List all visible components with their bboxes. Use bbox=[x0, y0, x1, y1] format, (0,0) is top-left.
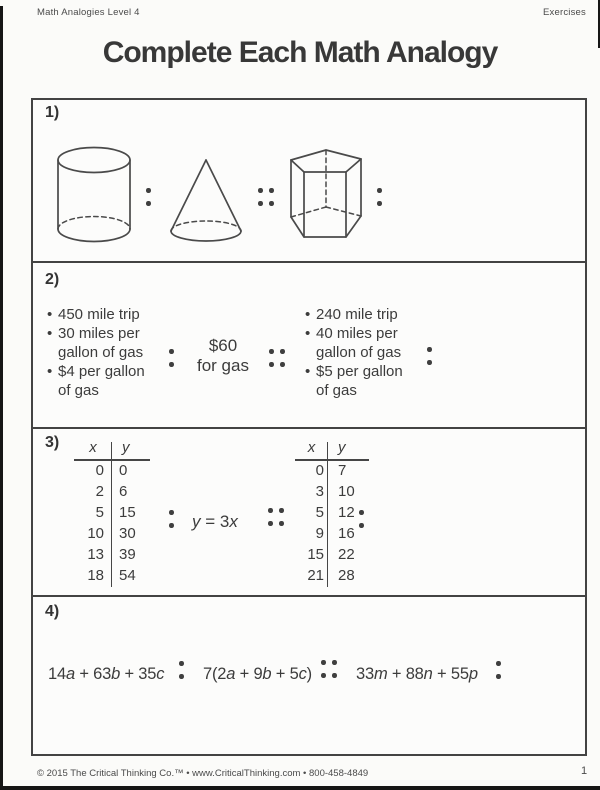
bullet-icon: • bbox=[305, 306, 311, 323]
colon-separator bbox=[427, 347, 432, 365]
colon-separator bbox=[169, 349, 174, 367]
list-item bbox=[47, 362, 149, 400]
answer-area-3 bbox=[378, 455, 573, 575]
double-colon-separator bbox=[269, 349, 285, 367]
analogy-term bbox=[181, 336, 265, 376]
xy-table-right bbox=[299, 440, 367, 586]
fact-list-right bbox=[305, 305, 407, 400]
fact-list-left bbox=[47, 305, 149, 400]
column-header-y: y bbox=[338, 439, 346, 456]
colon-separator bbox=[377, 188, 382, 206]
cost-line: for gas bbox=[197, 356, 249, 375]
table-row: 9 16 bbox=[315, 525, 355, 542]
page-number: 1 bbox=[581, 765, 588, 777]
page-title: Complete Each Math Analogy bbox=[102, 36, 498, 69]
cone-shape bbox=[169, 157, 243, 243]
list-item bbox=[47, 305, 149, 324]
book-title: Math Analogies Level 4 bbox=[37, 7, 140, 18]
section-divider bbox=[31, 595, 587, 597]
list-item-text: 240 mile trip bbox=[316, 306, 398, 323]
cylinder-shape bbox=[56, 146, 132, 244]
table-row: 2 6 bbox=[95, 483, 128, 500]
problem-2-label: 2) bbox=[45, 271, 60, 288]
section-name: Exercises bbox=[543, 7, 586, 18]
expression-term: 7(2a + 9b + 5c) bbox=[203, 665, 312, 683]
column-header-x: x bbox=[89, 439, 97, 456]
bullet-icon: • bbox=[47, 363, 53, 380]
scan-edge-left bbox=[0, 6, 3, 790]
double-colon-separator bbox=[268, 508, 284, 526]
problem-3-label: 3) bbox=[45, 434, 60, 451]
list-item-text: 450 mile trip bbox=[58, 306, 140, 323]
list-item-text: $5 per gallon of gas bbox=[316, 363, 403, 399]
list-item-text: $4 per gallon of gas bbox=[58, 363, 145, 399]
list-item bbox=[305, 305, 407, 324]
answer-area-2 bbox=[445, 315, 575, 395]
double-colon-separator bbox=[321, 660, 337, 678]
list-item bbox=[305, 362, 407, 400]
colon-separator bbox=[496, 661, 501, 679]
table-column-line bbox=[327, 442, 329, 587]
answer-area-1 bbox=[395, 160, 570, 240]
table-column-line bbox=[111, 442, 113, 587]
xy-table-left bbox=[79, 440, 145, 586]
table-row: 0 0 bbox=[95, 462, 128, 479]
section-divider bbox=[31, 427, 587, 429]
table-row: 5 12 bbox=[315, 504, 355, 521]
bullet-icon: • bbox=[47, 325, 53, 342]
column-header-x: x bbox=[307, 439, 316, 456]
bullet-icon: • bbox=[47, 306, 53, 323]
expression-term: 14a + 63b + 35c bbox=[48, 665, 165, 683]
table-row: 13 39 bbox=[87, 546, 136, 563]
copyright-line: © 2015 The Critical Thinking Co.™ • www.CriticalThinking.com • 800-458-4849 bbox=[37, 768, 369, 779]
list-item bbox=[47, 324, 149, 362]
equation-term: y = 3x bbox=[192, 512, 238, 531]
bullet-icon: • bbox=[305, 325, 311, 342]
column-header-y: y bbox=[122, 439, 130, 456]
colon-separator bbox=[169, 510, 174, 528]
bullet-icon: • bbox=[305, 363, 311, 380]
colon-separator bbox=[179, 661, 184, 679]
pentagonal-prism-shape bbox=[289, 148, 363, 240]
table-header-row bbox=[299, 440, 367, 460]
scan-edge-bottom bbox=[0, 786, 600, 790]
list-item-text: 30 miles per gallon of gas bbox=[58, 325, 144, 361]
table-row: 3 10 bbox=[315, 483, 355, 500]
table-row: 21 28 bbox=[307, 567, 355, 584]
list-item-text: 40 miles per gallon of gas bbox=[316, 325, 402, 361]
expression-term: 33m + 88n + 55p bbox=[356, 665, 478, 683]
table-row: 18 54 bbox=[87, 567, 136, 584]
answer-area-4 bbox=[512, 640, 577, 695]
table-row: 10 30 bbox=[87, 525, 136, 542]
cost-line: $60 bbox=[208, 336, 238, 355]
table-row: 0 7 bbox=[315, 462, 347, 479]
table-row: 5 15 bbox=[95, 504, 136, 521]
section-divider bbox=[31, 261, 587, 263]
colon-separator bbox=[146, 188, 151, 206]
problem-1-label: 1) bbox=[45, 104, 60, 121]
double-colon-separator bbox=[258, 188, 274, 206]
table-row: 15 22 bbox=[307, 546, 355, 563]
table-header-line bbox=[295, 459, 369, 461]
problem-4-label: 4) bbox=[45, 603, 60, 620]
colon-separator bbox=[359, 510, 364, 528]
list-item bbox=[305, 324, 407, 362]
